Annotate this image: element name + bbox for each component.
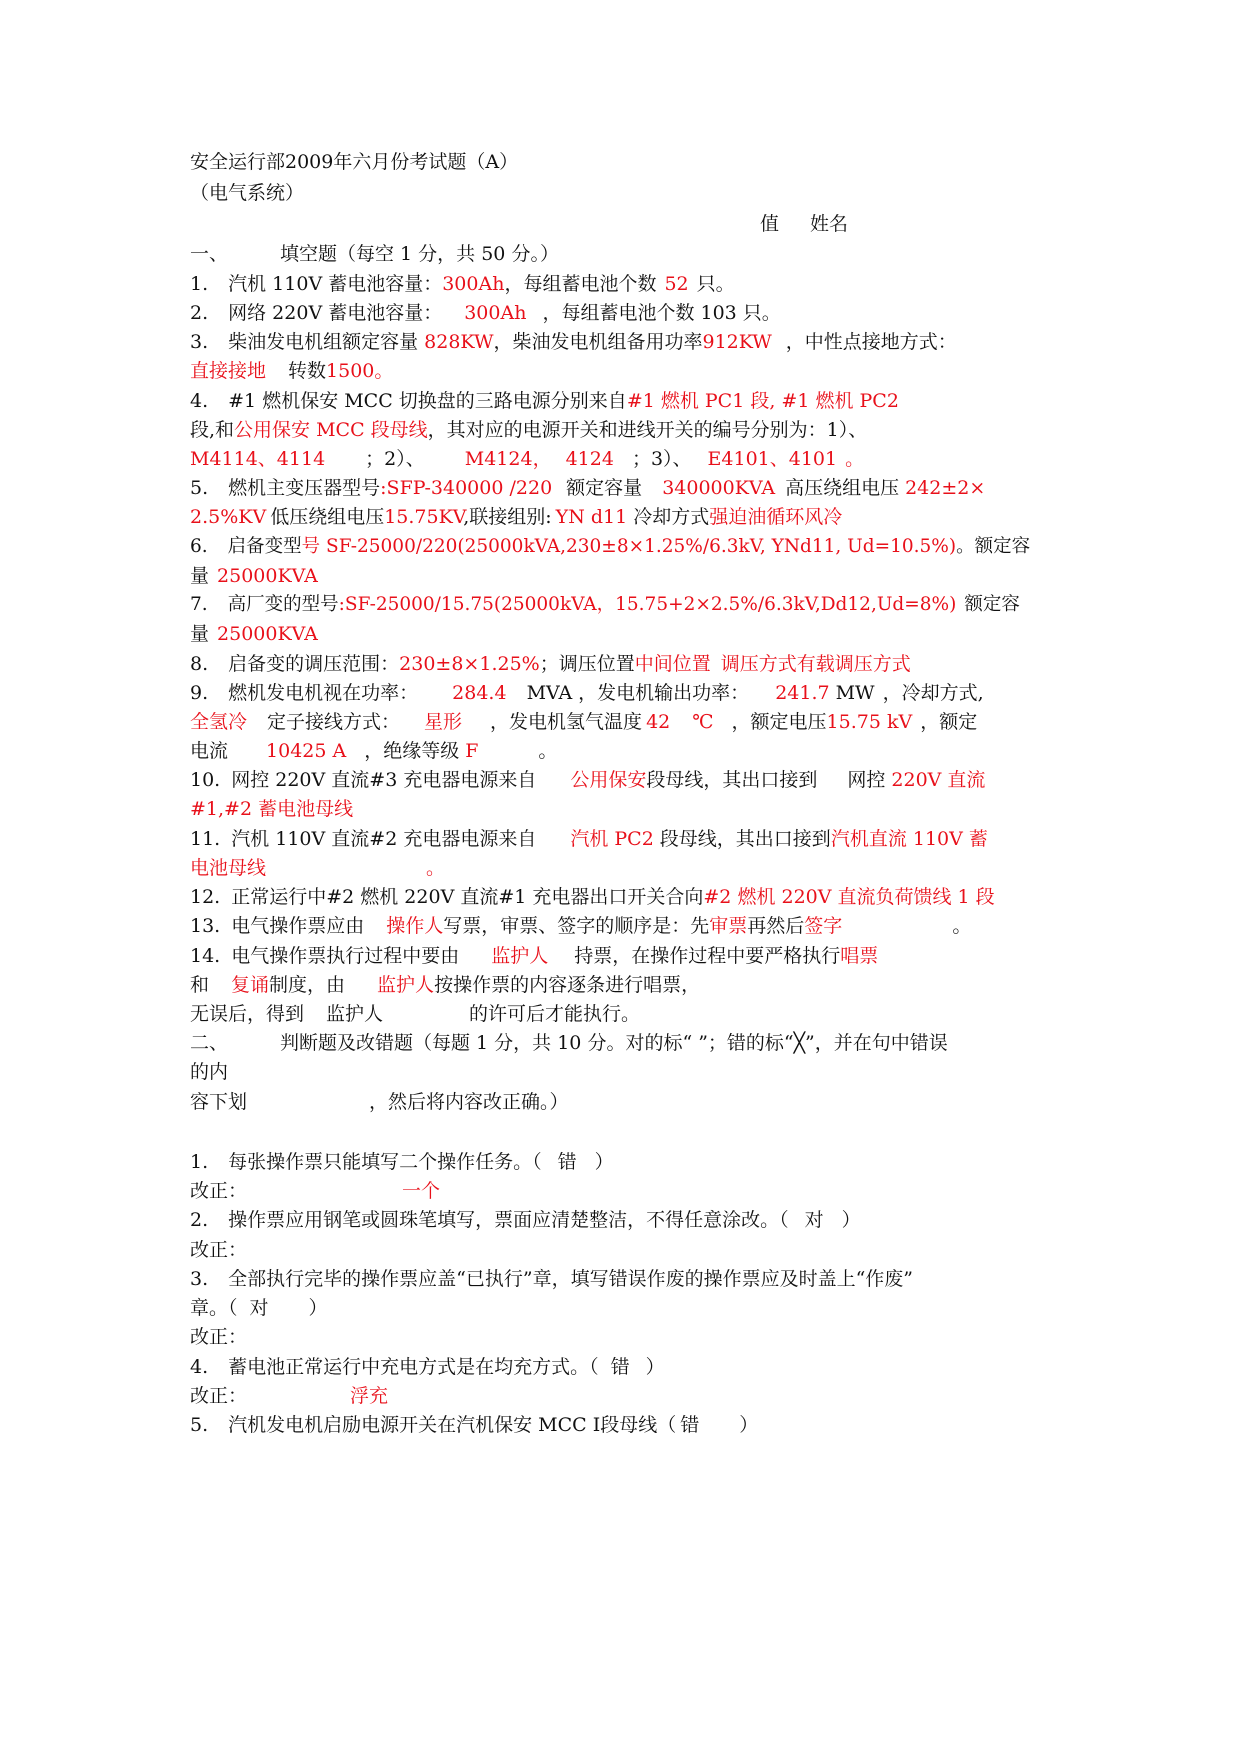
- question-number: 14.: [190, 945, 221, 967]
- question-number: 8.: [190, 653, 209, 675]
- question-text: ）: [841, 1209, 861, 1231]
- question-text: 低压绕组电压: [270, 506, 385, 528]
- answer: 1500。: [326, 360, 394, 382]
- answer: 星形: [424, 711, 463, 733]
- question-number: 5.: [190, 1414, 209, 1436]
- question-text: 网控: [847, 769, 886, 791]
- judgement-4: [190, 1355, 665, 1379]
- correction-3: 改正：: [190, 1326, 248, 1348]
- question-text: 高压绕组电压: [785, 477, 900, 499]
- question-text: 按操作票的内容逐条进行唱票，: [434, 974, 701, 996]
- doc-title: 安全运行部2009年六月份考试题（A）: [190, 151, 519, 173]
- question-text: ，每组蓄电池个数 103 只。: [542, 302, 781, 324]
- section1-title: 填空题（每空 1 分，共 50 分。）: [280, 243, 559, 265]
- question-text: 燃机主变压器型号: [228, 477, 381, 499]
- answer: 审票: [709, 915, 748, 937]
- name-label: 姓名: [810, 213, 849, 235]
- question-text: 启备变型: [227, 536, 302, 557]
- question-2: [190, 301, 781, 325]
- question-number: 2.: [190, 302, 209, 324]
- answer: 直接接地: [190, 360, 267, 382]
- question-text: 柴油发电机组额定容量: [228, 331, 419, 353]
- question-text: 写票，审票、签字的顺序是：先: [443, 915, 710, 937]
- question-number: 4.: [190, 390, 209, 412]
- answer: 828KW: [424, 331, 494, 353]
- section1-heading: [190, 242, 559, 266]
- answer: 中间位置: [634, 653, 711, 675]
- question-14: [190, 944, 878, 968]
- answer: 号 SF-25000/220(25000kVA,230±8×1.25%/6.3kV, YNd11, Ud=10.5%): [301, 536, 957, 557]
- question-10-cont: [190, 797, 353, 821]
- answer: :SF-25000/15.75(25000kVA，15.75+2×2.5%/6.3kV,Dd12,Ud=8%): [338, 594, 957, 615]
- question-text: 段,和: [190, 419, 235, 441]
- answer: 错: [680, 1414, 700, 1436]
- answer: 300Ah: [464, 302, 527, 324]
- question-text: ，每组蓄电池个数: [504, 273, 657, 295]
- answer: 调压方式有载调压方式: [720, 653, 911, 675]
- answer: #1 燃机 PC1 段, #1 燃机 PC2: [626, 390, 899, 412]
- question-text: 电气操作票执行过程中要由: [231, 945, 460, 967]
- answer: 42: [646, 711, 671, 733]
- answer: ℃: [692, 711, 714, 733]
- answer: 唱票: [840, 945, 879, 967]
- question-1: [190, 272, 735, 296]
- question-text: 量: [190, 623, 210, 645]
- question-text: ）: [308, 1297, 328, 1319]
- question-text: 再然后: [747, 915, 805, 937]
- question-text: 。: [952, 915, 972, 937]
- question-11: [190, 827, 988, 851]
- question-text: 。额定容: [956, 536, 1031, 557]
- question-text: ）: [594, 1151, 614, 1173]
- answer: 电池母线: [190, 857, 267, 879]
- answer: 。: [845, 448, 865, 470]
- answer: 15.75KV: [384, 506, 464, 528]
- answer: 241.7: [775, 682, 830, 704]
- question-text: 持票，在操作过程中要严格执行: [574, 945, 841, 967]
- question-text: ；3）、: [631, 448, 692, 470]
- question-text: 监护人: [326, 1003, 384, 1025]
- judgement-1: [190, 1150, 614, 1174]
- question-text: ,联接组别:: [463, 506, 552, 528]
- correction-4: [190, 1384, 388, 1408]
- section2-heading-cont: 的内: [190, 1061, 229, 1083]
- question-number: 7.: [190, 594, 208, 615]
- question-4-cont: [190, 418, 867, 442]
- answer: 25000KVA: [217, 623, 318, 645]
- question-9: [190, 681, 984, 705]
- question-3: [190, 330, 957, 354]
- question-text: 。: [538, 740, 558, 762]
- question-3-cont: [190, 359, 393, 383]
- section2-text: ，然后将内容改正确。）: [369, 1091, 569, 1113]
- answer: 15.75 kV: [826, 711, 913, 733]
- question-text: ，中性点接地方式：: [785, 331, 957, 353]
- question-text: 网络 220V 蓄电池容量：: [228, 302, 443, 324]
- section1-number: 一、: [190, 243, 229, 265]
- question-6: [190, 535, 1030, 559]
- question-9-cont: [190, 710, 977, 734]
- answer: YN d11: [555, 506, 628, 528]
- answer: 300Ah: [442, 273, 505, 295]
- answer: 错: [610, 1356, 630, 1378]
- question-text: ，额定: [920, 711, 978, 733]
- question-text: 冷却方式: [633, 506, 710, 528]
- question-number: 10.: [190, 769, 221, 791]
- question-text: 正常运行中#2 燃机 220V 直流#1 充电器出口开关合向: [231, 886, 704, 908]
- question-text: 制度，由: [269, 974, 346, 996]
- question-text: ，额定电压: [731, 711, 827, 733]
- question-5-cont: [190, 505, 842, 529]
- question-text: 段母线，其出口接到: [659, 828, 831, 850]
- question-6-cont: [190, 564, 318, 588]
- question-text: 无误后，得到: [190, 1003, 305, 1025]
- question-text: 和: [190, 974, 210, 996]
- question-7: [190, 593, 1020, 617]
- answer: 签字: [804, 915, 843, 937]
- question-text: 汽机 110V 直流#2 充电器电源来自: [231, 828, 537, 850]
- doc-subtitle: （电气系统）: [190, 182, 305, 204]
- question-text: 电流: [190, 740, 229, 762]
- question-text: ；2）、: [365, 448, 425, 470]
- question-text: 高厂变的型号: [227, 594, 339, 615]
- question-11-cont: [190, 856, 445, 880]
- question-number: 1.: [190, 1151, 209, 1173]
- question-number: 6.: [190, 536, 208, 557]
- answer: 4124: [565, 448, 614, 470]
- question-14-cont2: [190, 1002, 640, 1026]
- question-number: 2.: [190, 1209, 209, 1231]
- question-text: ，其对应的电源开关和进线开关的编号分别为：1）、: [427, 419, 868, 441]
- question-number: 13.: [190, 915, 221, 937]
- correction-label: 改正：: [190, 1385, 248, 1407]
- question-text: 只。: [696, 273, 735, 295]
- question-7-cont: [190, 622, 318, 646]
- question-14-cont: [190, 973, 700, 997]
- judgement-2: [190, 1208, 861, 1232]
- question-text: ）: [645, 1356, 665, 1378]
- answer: M4124，: [464, 448, 552, 470]
- answer: 25000KVA: [217, 565, 318, 587]
- question-text: 段母线，其出口接到: [646, 769, 818, 791]
- question-text: MW: [835, 682, 875, 704]
- answer: 230±8×1.25%: [399, 653, 540, 675]
- question-text: ；调压位置: [539, 653, 635, 675]
- zhi-label: 值: [760, 213, 780, 235]
- question-13: [190, 914, 971, 938]
- question-text: ，绝缘等级: [364, 740, 460, 762]
- question-text: 转数: [288, 360, 327, 382]
- question-text: 额定容量: [566, 477, 643, 499]
- section2-number: 二、: [190, 1032, 229, 1054]
- question-text: MVA: [526, 682, 573, 704]
- question-text: ，发电机输出功率：: [578, 682, 750, 704]
- answer: 。: [426, 857, 446, 879]
- question-number: 11.: [190, 828, 221, 850]
- question-number: 4.: [190, 1356, 209, 1378]
- correction-1: [190, 1179, 440, 1203]
- question-8: [190, 652, 911, 676]
- question-text: 全部执行完毕的操作票应盖“已执行”章，填写错误作废的操作票应及时盖上“作废”: [228, 1268, 913, 1290]
- question-number: 12.: [190, 886, 221, 908]
- answer: 340000KVA: [662, 477, 776, 499]
- section2-heading: [190, 1031, 948, 1055]
- answer: 监护人: [491, 945, 549, 967]
- answer: 汽机 PC2: [570, 828, 654, 850]
- question-text: 汽机发电机启励电源开关在汽机保安 MCC Ⅰ段母线（: [228, 1414, 677, 1436]
- question-4: [190, 389, 899, 413]
- answer: 错: [557, 1151, 577, 1173]
- answer: 对: [804, 1209, 824, 1231]
- question-text: ，冷却方式,: [882, 682, 984, 704]
- question-number: 3.: [190, 1268, 209, 1290]
- answer: #2 燃机 220V 直流负荷馈线 1 段: [703, 886, 995, 908]
- question-4-cont2: [190, 447, 864, 471]
- section2-heading-cont2: [190, 1090, 569, 1114]
- question-text: 的许可后才能执行。: [469, 1003, 641, 1025]
- answer: 强迫油循环风冷: [709, 506, 843, 528]
- question-text: 蓄电池正常运行中充电方式是在均充方式。（: [228, 1356, 599, 1378]
- question-text: ，柴油发电机组备用功率: [493, 331, 703, 353]
- question-text: 定子接线方式：: [267, 711, 401, 733]
- question-5: [190, 476, 985, 500]
- correction-answer: 一个: [402, 1180, 441, 1202]
- question-text: 操作票应用钢笔或圆珠笔填写，票面应清楚整洁，不得任意涂改。（: [228, 1209, 789, 1231]
- answer: 汽机直流 110V 蓄: [830, 828, 988, 850]
- question-text: 燃机发电机视在功率：: [228, 682, 419, 704]
- question-text: 启备变的调压范围：: [228, 653, 400, 675]
- question-text: ）: [739, 1414, 759, 1436]
- question-number: 1.: [190, 273, 209, 295]
- question-text: ，发电机氢气温度: [490, 711, 643, 733]
- answer: 912KW: [702, 331, 772, 353]
- answer: 242±2×: [905, 477, 986, 499]
- question-text: 汽机 110V 蓄电池容量：: [228, 273, 443, 295]
- question-text: 章。（: [190, 1297, 238, 1319]
- answer: M4114、4114: [190, 448, 326, 470]
- section2-title: 判断题及改错题（每题 1 分，共 10 分。对的标“ ”；错的标“╳”，并在句中错误: [280, 1032, 948, 1054]
- question-number: 3.: [190, 331, 209, 353]
- answer: 对: [249, 1297, 269, 1319]
- correction-label: 改正：: [190, 1180, 248, 1202]
- answer: 操作人: [386, 915, 444, 937]
- question-text: 电气操作票应由: [231, 915, 365, 937]
- judgement-5: [190, 1413, 758, 1437]
- correction-answer: 浮充: [350, 1385, 389, 1407]
- answer: 284.4: [452, 682, 507, 704]
- answer: :SFP-340000 /220: [380, 477, 553, 499]
- question-text: #1 燃机保安 MCC 切换盘的三路电源分别来自: [228, 390, 627, 412]
- question-text: 网控 220V 直流#3 充电器电源来自: [231, 769, 537, 791]
- question-12: [190, 885, 995, 909]
- answer: 52: [664, 273, 689, 295]
- answer: E4101、4101: [707, 448, 838, 470]
- answer: 全氢冷: [190, 711, 248, 733]
- question-text: 额定容: [964, 594, 1020, 615]
- question-text: 量: [190, 565, 210, 587]
- question-9-cont2: [190, 739, 557, 763]
- answer: 220V 直流: [891, 769, 986, 791]
- question-text: 每张操作票只能填写二个操作任务。（: [228, 1151, 542, 1173]
- answer: 复诵: [231, 974, 270, 996]
- answer: #1,#2 蓄电池母线: [190, 798, 354, 820]
- answer: 公用保安: [570, 769, 647, 791]
- answer: 公用保安 MCC 段母线: [234, 419, 428, 441]
- judgement-3: [190, 1267, 913, 1291]
- answer: F: [465, 740, 479, 762]
- answer: 2.5%KV: [190, 506, 267, 528]
- section2-text: 容下划: [190, 1091, 248, 1113]
- question-number: 9.: [190, 682, 209, 704]
- answer: 监护人: [377, 974, 435, 996]
- correction-2: 改正：: [190, 1239, 248, 1261]
- judgement-3-cont: [190, 1296, 328, 1320]
- question-number: 5.: [190, 477, 209, 499]
- answer: 10425 A: [266, 740, 347, 762]
- question-10: [190, 768, 985, 792]
